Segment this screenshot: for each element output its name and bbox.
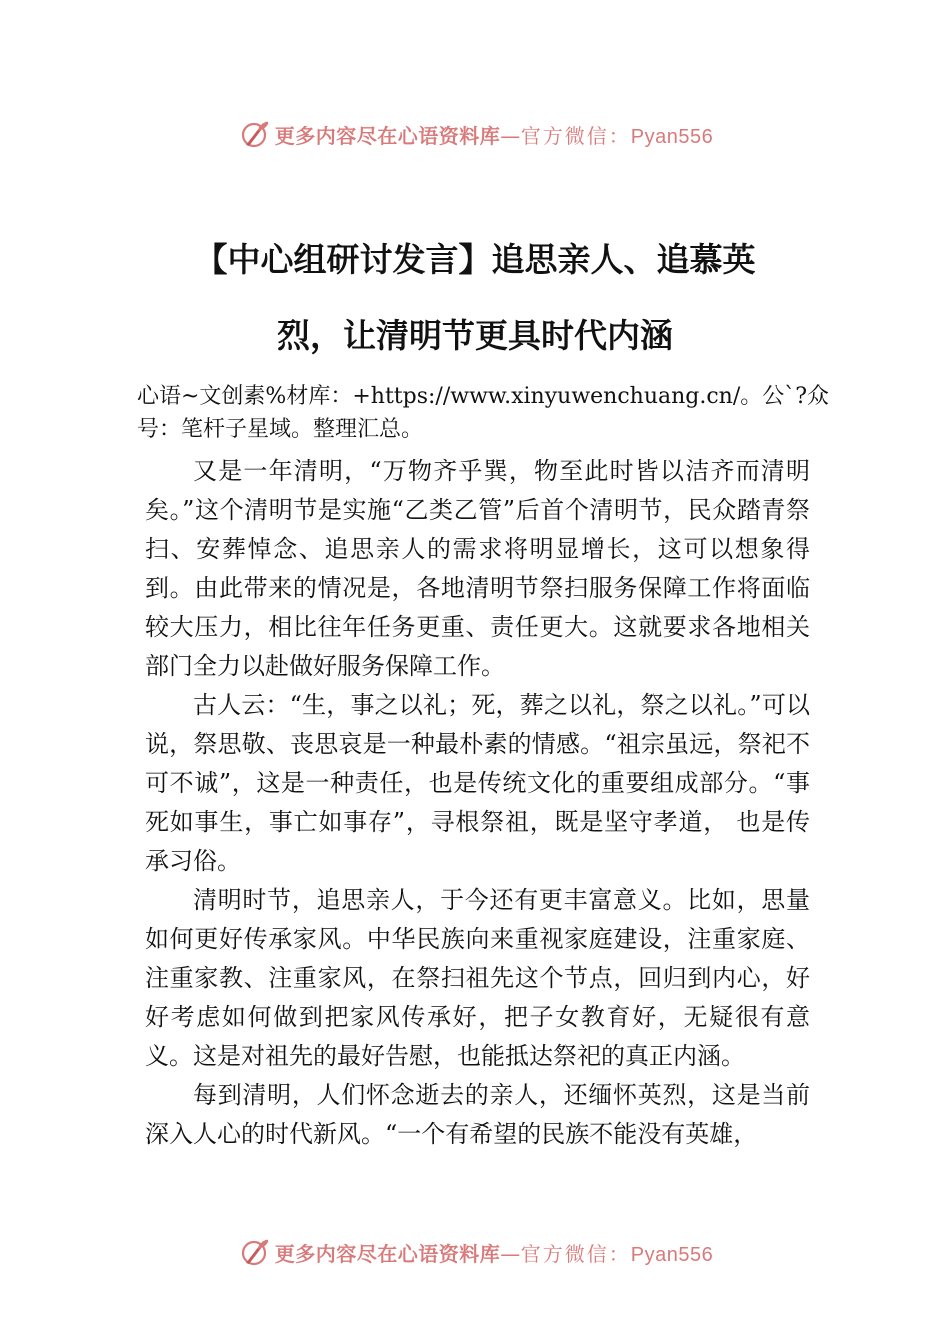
document-body bbox=[145, 452, 810, 1154]
header-banner-main: 更多内容尽在心语资料库 bbox=[274, 123, 501, 148]
source-note: 心语~文创素%材库：+https://www.xinyuwenchuang.cn/。公`?众号：笔杆子星域。整理汇总。 bbox=[137, 384, 830, 442]
paragraph-2: 古人云：“生，事之以礼；死，葬之以礼，祭之以礼。”可以说，祭思敬、丧思哀是一种最朴素的情感。“祖宗虽远，祭祀不可不诚”，这是一种责任，也是传统文化的重要组成部分。“事死如事生，事亡如事存”，寻根祭祖，既是坚守孝道， 也是传承习俗。 bbox=[145, 691, 810, 875]
paragraph-3: 清明时节，追思亲人，于今还有更丰富意义。比如，思量如何更好传承家风。中华民族向来重视家庭建设，注重家庭、注重家教、注重家风，在祭扫祖先这个节点，回归到内心，好好考虑如何做到把家风传承好，把子女教育好，无疑很有意义。这是对祖先的最好告慰，也能抵达祭祀的真正内涵。 bbox=[145, 886, 810, 1070]
footer-banner-text bbox=[275, 1238, 713, 1267]
header-banner-text bbox=[275, 120, 713, 149]
footer-banner bbox=[0, 1232, 950, 1272]
footer-banner-id: Pyan556 bbox=[630, 1243, 714, 1266]
header-banner-separator: — bbox=[500, 123, 521, 148]
footer-banner-sub: 官方微信： bbox=[520, 1241, 631, 1266]
header-banner-id: Pyan556 bbox=[630, 125, 714, 148]
document-title-line-2: 烈，让清明节更具时代内涵 bbox=[277, 316, 673, 355]
footer-banner-separator: — bbox=[500, 1241, 521, 1266]
header-banner bbox=[0, 114, 950, 154]
paragraph-4: 每到清明，人们怀念逝去的亲人，还缅怀英烈，这是当前深入人心的时代新风。“一个有希望的民族不能没有英雄， bbox=[145, 1081, 810, 1148]
document-title bbox=[150, 222, 800, 374]
document-title-line-1: 【中心组研讨发言】追思亲人、追慕英 bbox=[194, 240, 756, 279]
header-banner-sub: 官方微信： bbox=[520, 123, 631, 148]
quill-logo-icon bbox=[237, 1235, 271, 1269]
quill-logo-icon bbox=[237, 117, 271, 151]
footer-banner-main: 更多内容尽在心语资料库 bbox=[274, 1241, 501, 1266]
paragraph-1: 又是一年清明，“万物齐乎巽，物至此时皆以洁齐而清明矣。”这个清明节是实施“乙类乙管”后首个清明节，民众踏青祭扫、安葬悼念、追思亲人的需求将明显增长，这可以想象得到。由此带来的情况是，各地清明节祭扫服务保障工作将面临较大压力，相比往年任务更重、责任更大。这就要求各地相关部门全力以赴做好服务保障工作。 bbox=[145, 457, 810, 680]
